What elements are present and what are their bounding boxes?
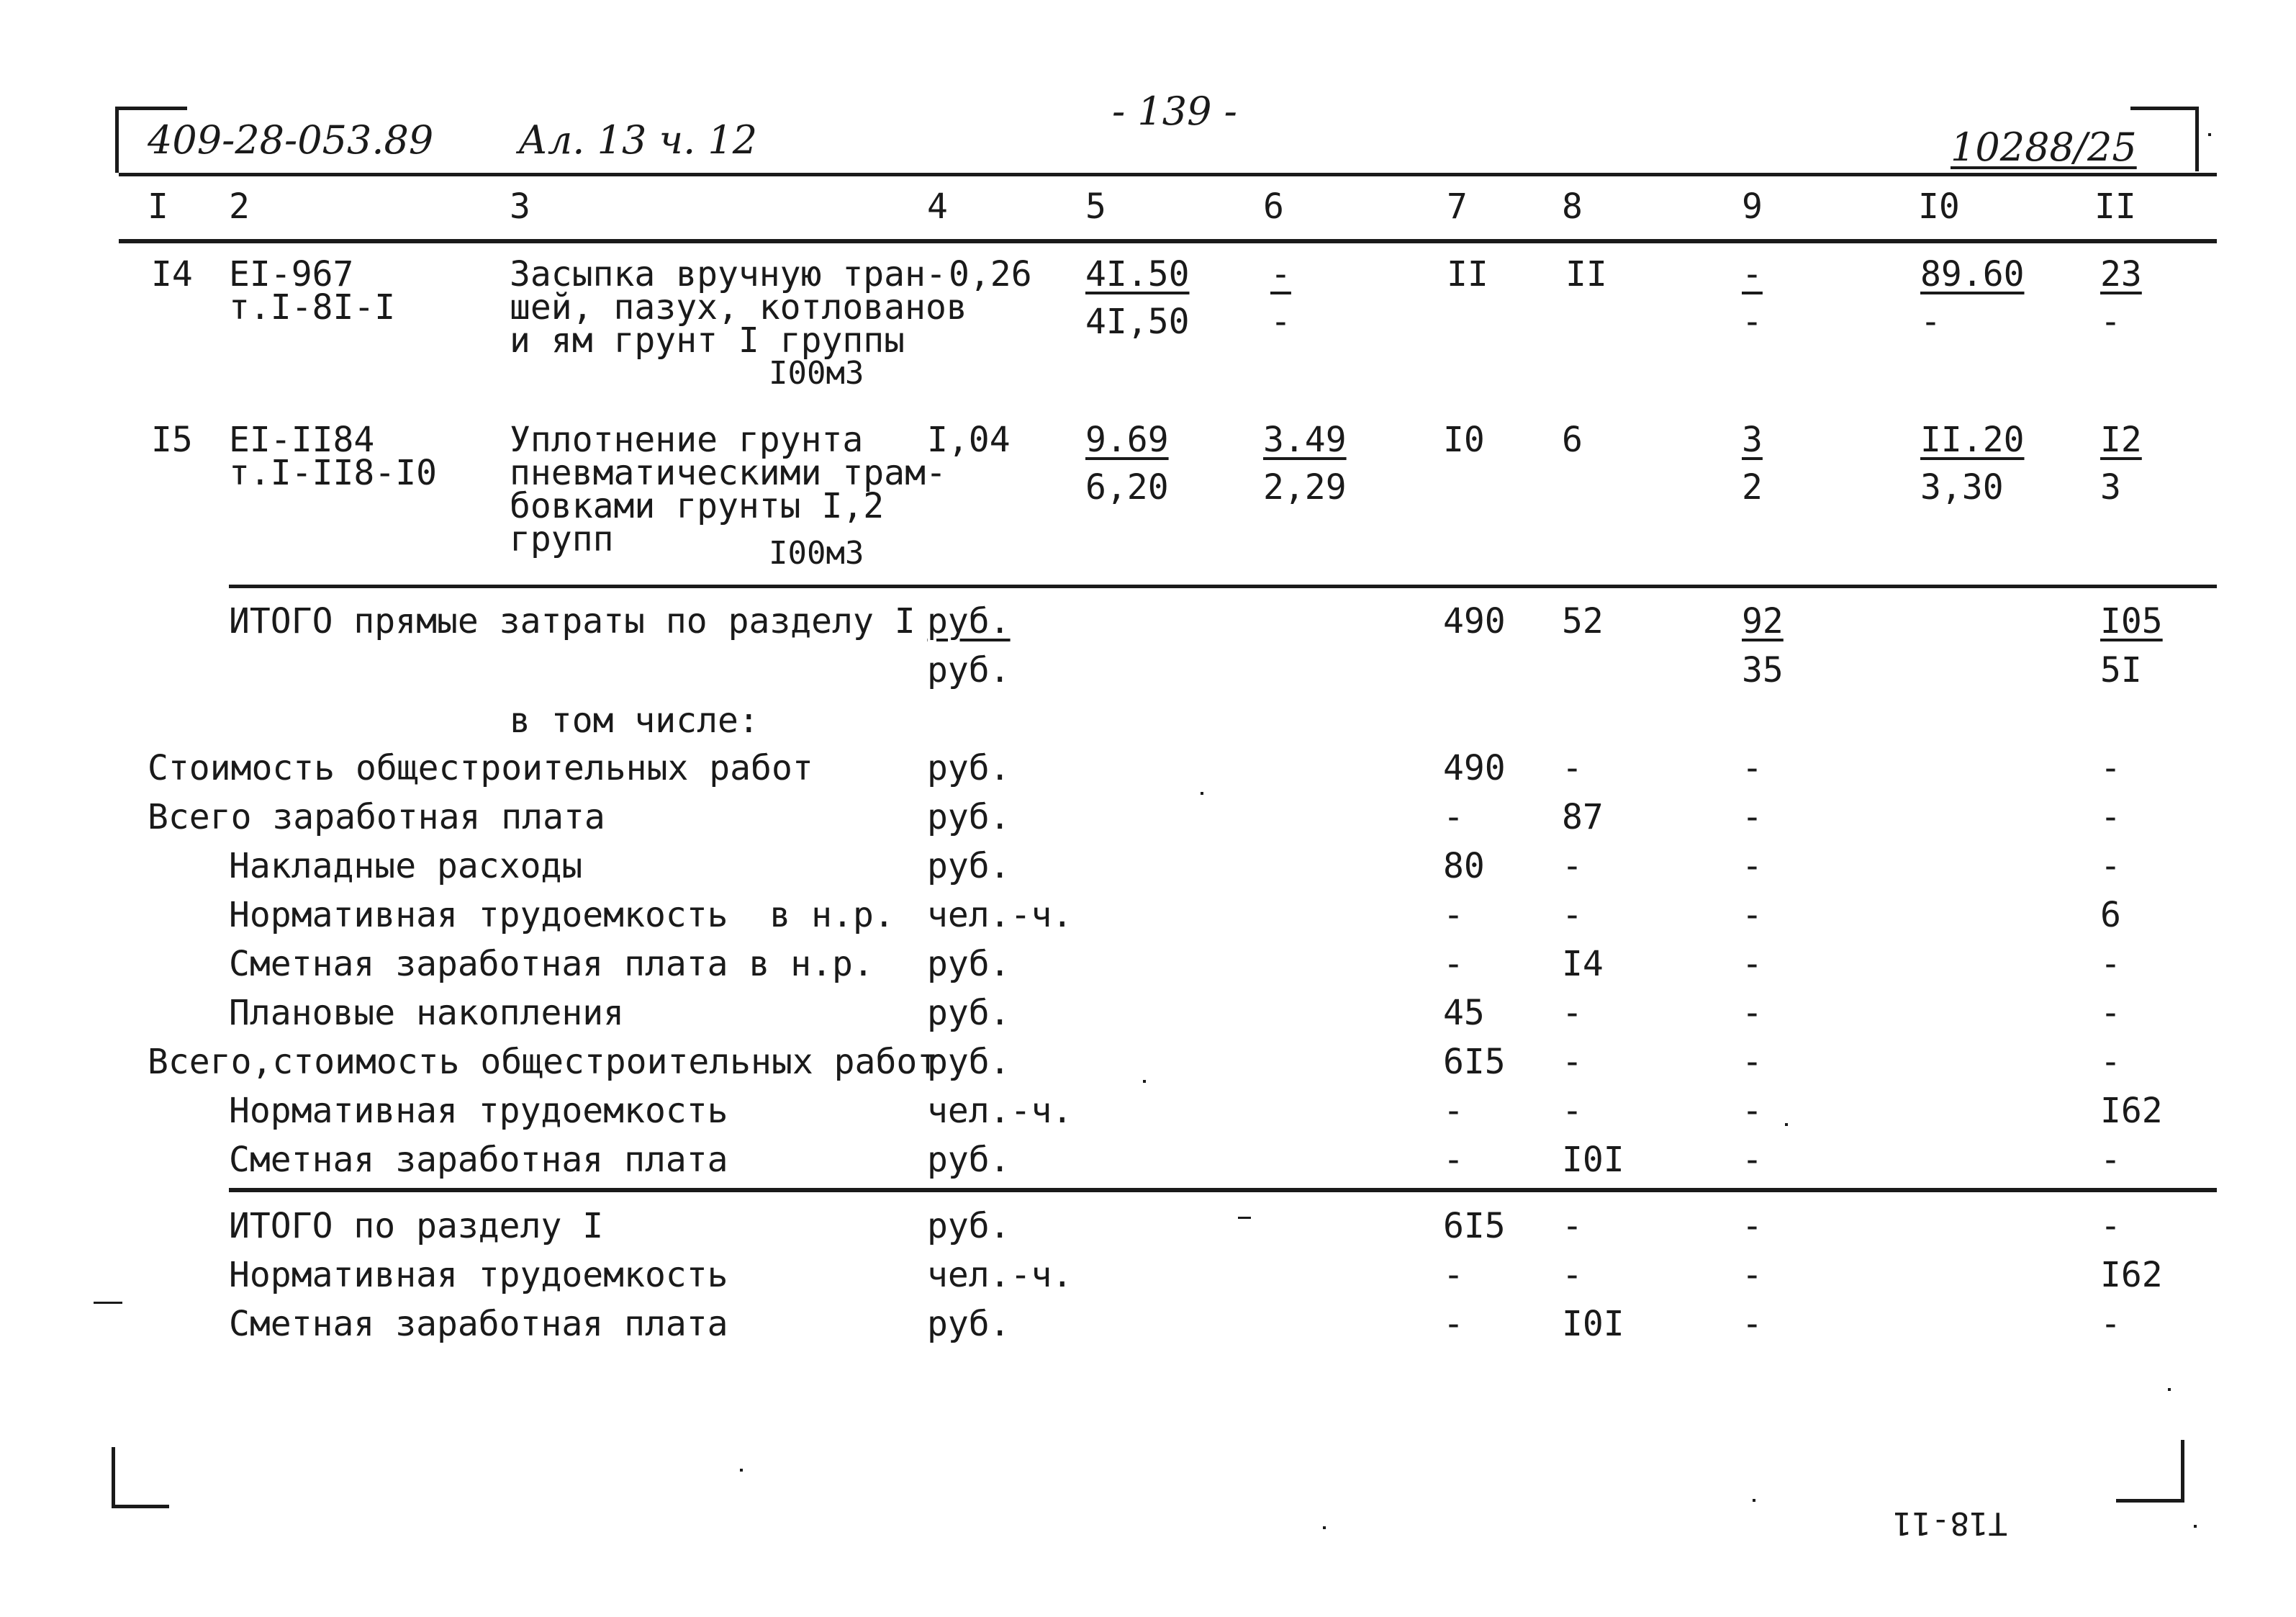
frame-corner-top-left bbox=[115, 107, 119, 173]
frame-corner-top-right bbox=[2130, 107, 2199, 110]
col9-value: 3 bbox=[1742, 420, 1763, 460]
rate-code: т.I-II8-I0 bbox=[229, 453, 437, 493]
album-reference: Ал. 13 ч. 12 bbox=[518, 117, 758, 163]
col8-value: I0I bbox=[1562, 1304, 1624, 1344]
col8-value: II bbox=[1565, 254, 1607, 294]
unit-label: руб. bbox=[927, 1042, 1011, 1082]
col9-value: - bbox=[1742, 797, 1763, 837]
col11-value: - bbox=[2100, 1304, 2121, 1344]
work-description: Уплотнение грунта bbox=[510, 420, 864, 460]
col7-value: 490 bbox=[1443, 748, 1506, 788]
col10-value: 3,30 bbox=[1920, 467, 2004, 508]
unit-of-measure: I00м3 bbox=[769, 355, 864, 392]
reference-number: 10288/25 bbox=[1951, 125, 2137, 170]
section-rule bbox=[229, 1188, 2217, 1192]
unit-label: чел.-ч. bbox=[927, 1091, 1073, 1131]
rate-code: EI-967 bbox=[229, 254, 354, 294]
col5-value: 6,20 bbox=[1085, 467, 1169, 508]
scan-speck bbox=[1753, 1499, 1755, 1502]
col8-value: - bbox=[1562, 1255, 1583, 1295]
header-rule-top bbox=[119, 173, 2217, 176]
work-description: пневматическими трам- bbox=[510, 453, 946, 493]
frame-corner-top-right bbox=[2195, 107, 2199, 171]
column-number: 6 bbox=[1263, 186, 1284, 227]
col11-value: 5I bbox=[2100, 650, 2142, 690]
unit-label: руб. bbox=[927, 748, 1011, 788]
col9-value: - bbox=[1742, 895, 1763, 935]
section-total-label: Сметная заработная плата bbox=[229, 1304, 728, 1344]
quantity: I,04 bbox=[927, 420, 1011, 460]
col8-value: - bbox=[1562, 846, 1583, 886]
col5-value: 4I.50 bbox=[1085, 254, 1190, 294]
header-rule-bottom bbox=[119, 239, 2217, 243]
col11-value: - bbox=[2100, 302, 2121, 342]
col7-value: 6I5 bbox=[1443, 1042, 1506, 1082]
unit-of-measure: I00м3 bbox=[769, 535, 864, 572]
col8-value: 87 bbox=[1562, 797, 1604, 837]
col11-value: - bbox=[2100, 1206, 2121, 1246]
col9-value: - bbox=[1742, 1140, 1763, 1180]
col7-value: - bbox=[1443, 895, 1464, 935]
col8-value: - bbox=[1562, 1206, 1583, 1246]
work-description: групп bbox=[510, 519, 614, 559]
col5-value: 4I,50 bbox=[1085, 302, 1190, 342]
unit-label: руб. bbox=[927, 1304, 1011, 1344]
work-description: бовками грунты I,2 bbox=[510, 486, 885, 526]
section-rule bbox=[229, 585, 2217, 588]
summary-label: Нормативная трудоемкость в н.р. bbox=[229, 895, 895, 935]
row-number: I5 bbox=[151, 420, 193, 460]
scan-speck bbox=[2168, 1388, 2171, 1391]
col7-value: 490 bbox=[1443, 601, 1506, 641]
scan-speck bbox=[2194, 1525, 2197, 1528]
column-number: 7 bbox=[1447, 186, 1468, 227]
row-number: I4 bbox=[151, 254, 193, 294]
section-total-label: Нормативная трудоемкость bbox=[229, 1255, 728, 1295]
col11-value: 6 bbox=[2100, 895, 2121, 935]
col7-value: 80 bbox=[1443, 846, 1485, 886]
summary-label: Накладные расходы bbox=[229, 846, 583, 886]
frame-corner-bottom-left bbox=[112, 1505, 169, 1508]
summary-label: Сметная заработная плата bbox=[229, 1140, 728, 1180]
scan-speck bbox=[1323, 1526, 1326, 1529]
col11-value: I62 bbox=[2100, 1091, 2163, 1131]
column-number: I0 bbox=[1918, 186, 1960, 227]
total-direct-label: ИТОГО прямые затраты по разделу I bbox=[229, 601, 916, 641]
col5-value: 9.69 bbox=[1085, 420, 1169, 460]
col8-value: - bbox=[1562, 748, 1583, 788]
unit-label: руб. bbox=[927, 944, 1011, 984]
unit-label: руб. bbox=[927, 797, 1011, 837]
column-number: 4 bbox=[927, 186, 948, 227]
col11-value: I05 bbox=[2100, 601, 2163, 641]
frame-corner-top-left bbox=[115, 107, 187, 110]
column-number: 5 bbox=[1085, 186, 1106, 227]
work-description: Засыпка вручную тран- bbox=[510, 254, 946, 294]
col6-value: - bbox=[1270, 302, 1291, 342]
col9-value: - bbox=[1742, 1042, 1763, 1082]
including-label: в том числе: bbox=[510, 701, 759, 741]
col10-value: 89.60 bbox=[1920, 254, 2025, 294]
summary-label: Всего заработная плата bbox=[148, 797, 605, 837]
col9-value: - bbox=[1742, 1304, 1763, 1344]
col9-value: - bbox=[1742, 1206, 1763, 1246]
section-total-label: ИТОГО по разделу I bbox=[229, 1206, 604, 1246]
summary-label: Нормативная трудоемкость bbox=[229, 1091, 728, 1131]
col8-value: 6 bbox=[1562, 420, 1583, 460]
column-number: I bbox=[148, 186, 168, 227]
frame-corner-bottom-right bbox=[2116, 1499, 2184, 1503]
work-description: и ям грунт I группы bbox=[510, 320, 905, 361]
col11-value: 23 bbox=[2100, 254, 2142, 294]
col7-value: - bbox=[1443, 1304, 1464, 1344]
col6-value: 2,29 bbox=[1263, 467, 1347, 508]
col7-value: - bbox=[1443, 1255, 1464, 1295]
col9-value: 92 bbox=[1742, 601, 1784, 641]
col7-value: - bbox=[1443, 1091, 1464, 1131]
footer-stamp: T18-11 bbox=[1893, 1505, 2007, 1541]
col8-value: - bbox=[1562, 993, 1583, 1033]
quantity: 0,26 bbox=[949, 254, 1032, 294]
col11-value: - bbox=[2100, 1140, 2121, 1180]
col9-value: - bbox=[1742, 748, 1763, 788]
col11-value: - bbox=[2100, 846, 2121, 886]
summary-label: Всего,стоимость общестроительных работ bbox=[148, 1042, 939, 1082]
page-number: - 139 - bbox=[1112, 89, 1237, 134]
col7-value: - bbox=[1443, 797, 1464, 837]
work-description: шей, пазух, котлованов bbox=[510, 287, 967, 328]
col11-value: - bbox=[2100, 1042, 2121, 1082]
scan-speck bbox=[1238, 1217, 1251, 1219]
scan-speck bbox=[740, 1469, 743, 1472]
column-number: 3 bbox=[510, 186, 530, 227]
col10-value: - bbox=[1920, 302, 1941, 342]
unit-label: руб. bbox=[927, 1206, 1011, 1246]
col11-value: I2 bbox=[2100, 420, 2142, 460]
scan-speck bbox=[2208, 133, 2211, 136]
col10-value: II.20 bbox=[1920, 420, 2025, 460]
col11-value: - bbox=[2100, 748, 2121, 788]
unit-label: руб. bbox=[927, 846, 1011, 886]
column-number: II bbox=[2094, 186, 2136, 227]
scan-speck bbox=[1143, 1080, 1146, 1083]
col9-value: - bbox=[1742, 1091, 1763, 1131]
scan-speck bbox=[94, 1302, 122, 1304]
col8-value: - bbox=[1562, 1042, 1583, 1082]
col7-value: 6I5 bbox=[1443, 1206, 1506, 1246]
col11-value: 3 bbox=[2100, 467, 2121, 508]
col8-value: - bbox=[1562, 895, 1583, 935]
col11-value: - bbox=[2100, 993, 2121, 1033]
col9-value: - bbox=[1742, 302, 1763, 342]
unit-label: руб. bbox=[927, 601, 1011, 641]
col9-value: - bbox=[1742, 993, 1763, 1033]
col8-value: 52 bbox=[1562, 601, 1604, 641]
col11-value: - bbox=[2100, 797, 2121, 837]
col8-value: - bbox=[1562, 1091, 1583, 1131]
col7-value: I0 bbox=[1443, 420, 1485, 460]
doc-code: 409-28-053.89 bbox=[148, 117, 434, 163]
scan-speck bbox=[1785, 1123, 1788, 1126]
unit-label: чел.-ч. bbox=[927, 895, 1073, 935]
scan-speck bbox=[1201, 792, 1203, 795]
column-number: 9 bbox=[1742, 186, 1763, 227]
col9-value: 2 bbox=[1742, 467, 1763, 508]
col6-value: - bbox=[1270, 254, 1291, 294]
col9-value: - bbox=[1742, 1255, 1763, 1295]
unit-label: руб. bbox=[927, 993, 1011, 1033]
column-number: 8 bbox=[1562, 186, 1583, 227]
col7-value: 45 bbox=[1443, 993, 1485, 1033]
frame-corner-bottom-right bbox=[2181, 1440, 2184, 1501]
col11-value: - bbox=[2100, 944, 2121, 984]
col8-value: I0I bbox=[1562, 1140, 1624, 1180]
col9-value: - bbox=[1742, 254, 1763, 294]
summary-label: Сметная заработная плата в н.р. bbox=[229, 944, 874, 984]
summary-label: Стоимость общестроительных работ bbox=[148, 748, 813, 788]
col7-value: - bbox=[1443, 1140, 1464, 1180]
col6-value: 3.49 bbox=[1263, 420, 1347, 460]
unit-label: руб. bbox=[927, 650, 1011, 690]
col8-value: I4 bbox=[1562, 944, 1604, 984]
col7-value: II bbox=[1447, 254, 1488, 294]
col7-value: - bbox=[1443, 944, 1464, 984]
col11-value: I62 bbox=[2100, 1255, 2163, 1295]
unit-label: чел.-ч. bbox=[927, 1255, 1073, 1295]
rate-code: EI-II84 bbox=[229, 420, 375, 460]
rate-code: т.I-8I-I bbox=[229, 287, 396, 328]
frame-corner-bottom-left bbox=[112, 1447, 115, 1508]
unit-label: руб. bbox=[927, 1140, 1011, 1180]
summary-label: Плановые накопления bbox=[229, 993, 625, 1033]
col9-value: - bbox=[1742, 944, 1763, 984]
col9-value: 35 bbox=[1742, 650, 1784, 690]
col9-value: - bbox=[1742, 846, 1763, 886]
column-number: 2 bbox=[229, 186, 250, 227]
